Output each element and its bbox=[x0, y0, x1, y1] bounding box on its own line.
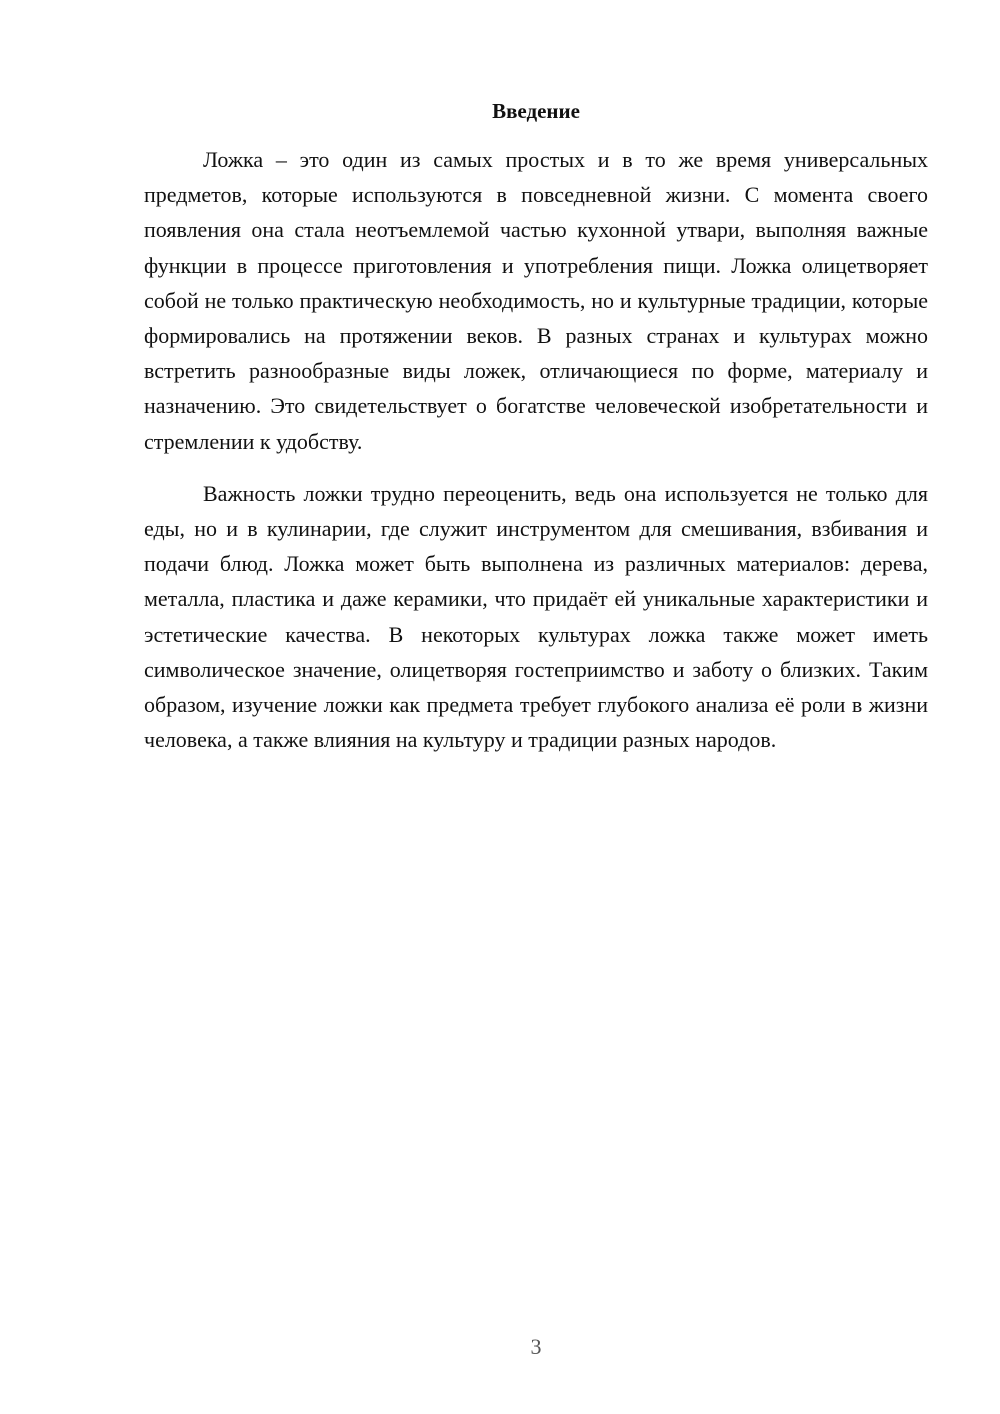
paragraph-2: Важность ложки трудно переоценить, ведь она используется не только для еды, но и в кулинарии, где служит инструментом для смешивания, взбивания и подачи блюд. Ложка может быть выполнена из различных материалов: дерева, металла, пластика и даже керамики, что придаёт ей уникальные характеристики и эстетические качества. В некоторых культурах ложка также может иметь символическое значение, олицетворяя гостеприимство и заботу о близких. Таким образом, изучение ложки как предмета требует глубокого анализа её роли в жизни человека, а также влияния на культуру и традиции разных народов. bbox=[144, 480, 928, 753]
page-number: 3 bbox=[530, 1334, 542, 1359]
section-title: Введение bbox=[492, 99, 580, 123]
paragraph-1: Ложка – это один из самых простых и в то же время универсальных предметов, которые используются в повседневной жизни. С момента своего появления она стала неотъемлемой частью кухонной утвари, выполняя важные функции в процессе приготовления и употребления пищи. Ложка олицетворяет собой не только практическую необходимость, но и культурные традиции, которые формировались на протяжении веков. В разных странах и культурах можно встретить разнообразные виды ложек, отличающиеся по форме, материалу и назначению. Это свидетельствует о богатстве человеческой изобретательности и стремлении к удобству. bbox=[144, 147, 928, 454]
body-text bbox=[144, 142, 928, 757]
